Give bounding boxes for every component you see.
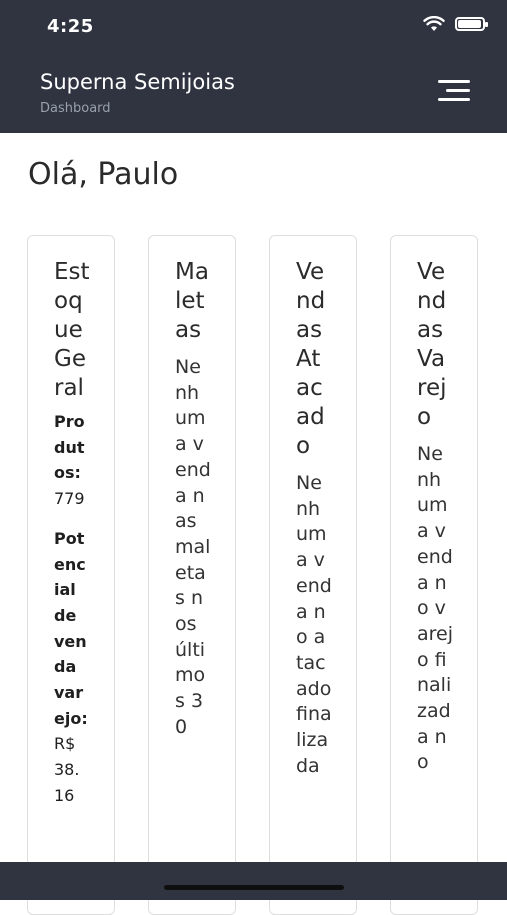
battery-icon: [455, 17, 485, 31]
home-indicator[interactable]: [164, 885, 344, 890]
card-title: Vendas Atacado: [296, 259, 326, 459]
status-time: 4:25: [47, 16, 94, 37]
bottom-tab-bar: [0, 862, 507, 900]
card-title: Estoque Geral: [54, 259, 90, 401]
app-title: Superna Semijoias: [40, 70, 235, 94]
status-icons: [423, 16, 485, 32]
wifi-icon: [423, 16, 445, 32]
card-text: Nenhuma venda nas maletas nos últimos 30: [175, 356, 211, 738]
card-vendas-atacado[interactable]: [269, 235, 357, 915]
stat-label-potencial: Potencial de venda varejo:: [54, 528, 88, 728]
app-subtitle: Dashboard: [40, 101, 111, 116]
card-vendas-varejo[interactable]: [390, 235, 478, 915]
card-text: Nenhuma venda no varejo finalizada no: [417, 443, 454, 774]
app-bar: [0, 0, 507, 133]
card-title: Maletas: [175, 259, 209, 343]
card-maletas[interactable]: [148, 235, 236, 915]
menu-icon[interactable]: [434, 80, 470, 106]
card-estoque-geral[interactable]: [27, 235, 115, 915]
card-title: Vendas Varejo: [417, 259, 447, 430]
greeting: Olá, Paulo: [28, 157, 179, 192]
stat-value-potencial: R$ 38.16: [54, 734, 80, 805]
stat-value-produtos: 779: [54, 489, 85, 509]
card-text: Nenhuma venda no atacado finalizada: [296, 472, 332, 777]
stat-label-produtos: Produtos:: [54, 412, 85, 483]
